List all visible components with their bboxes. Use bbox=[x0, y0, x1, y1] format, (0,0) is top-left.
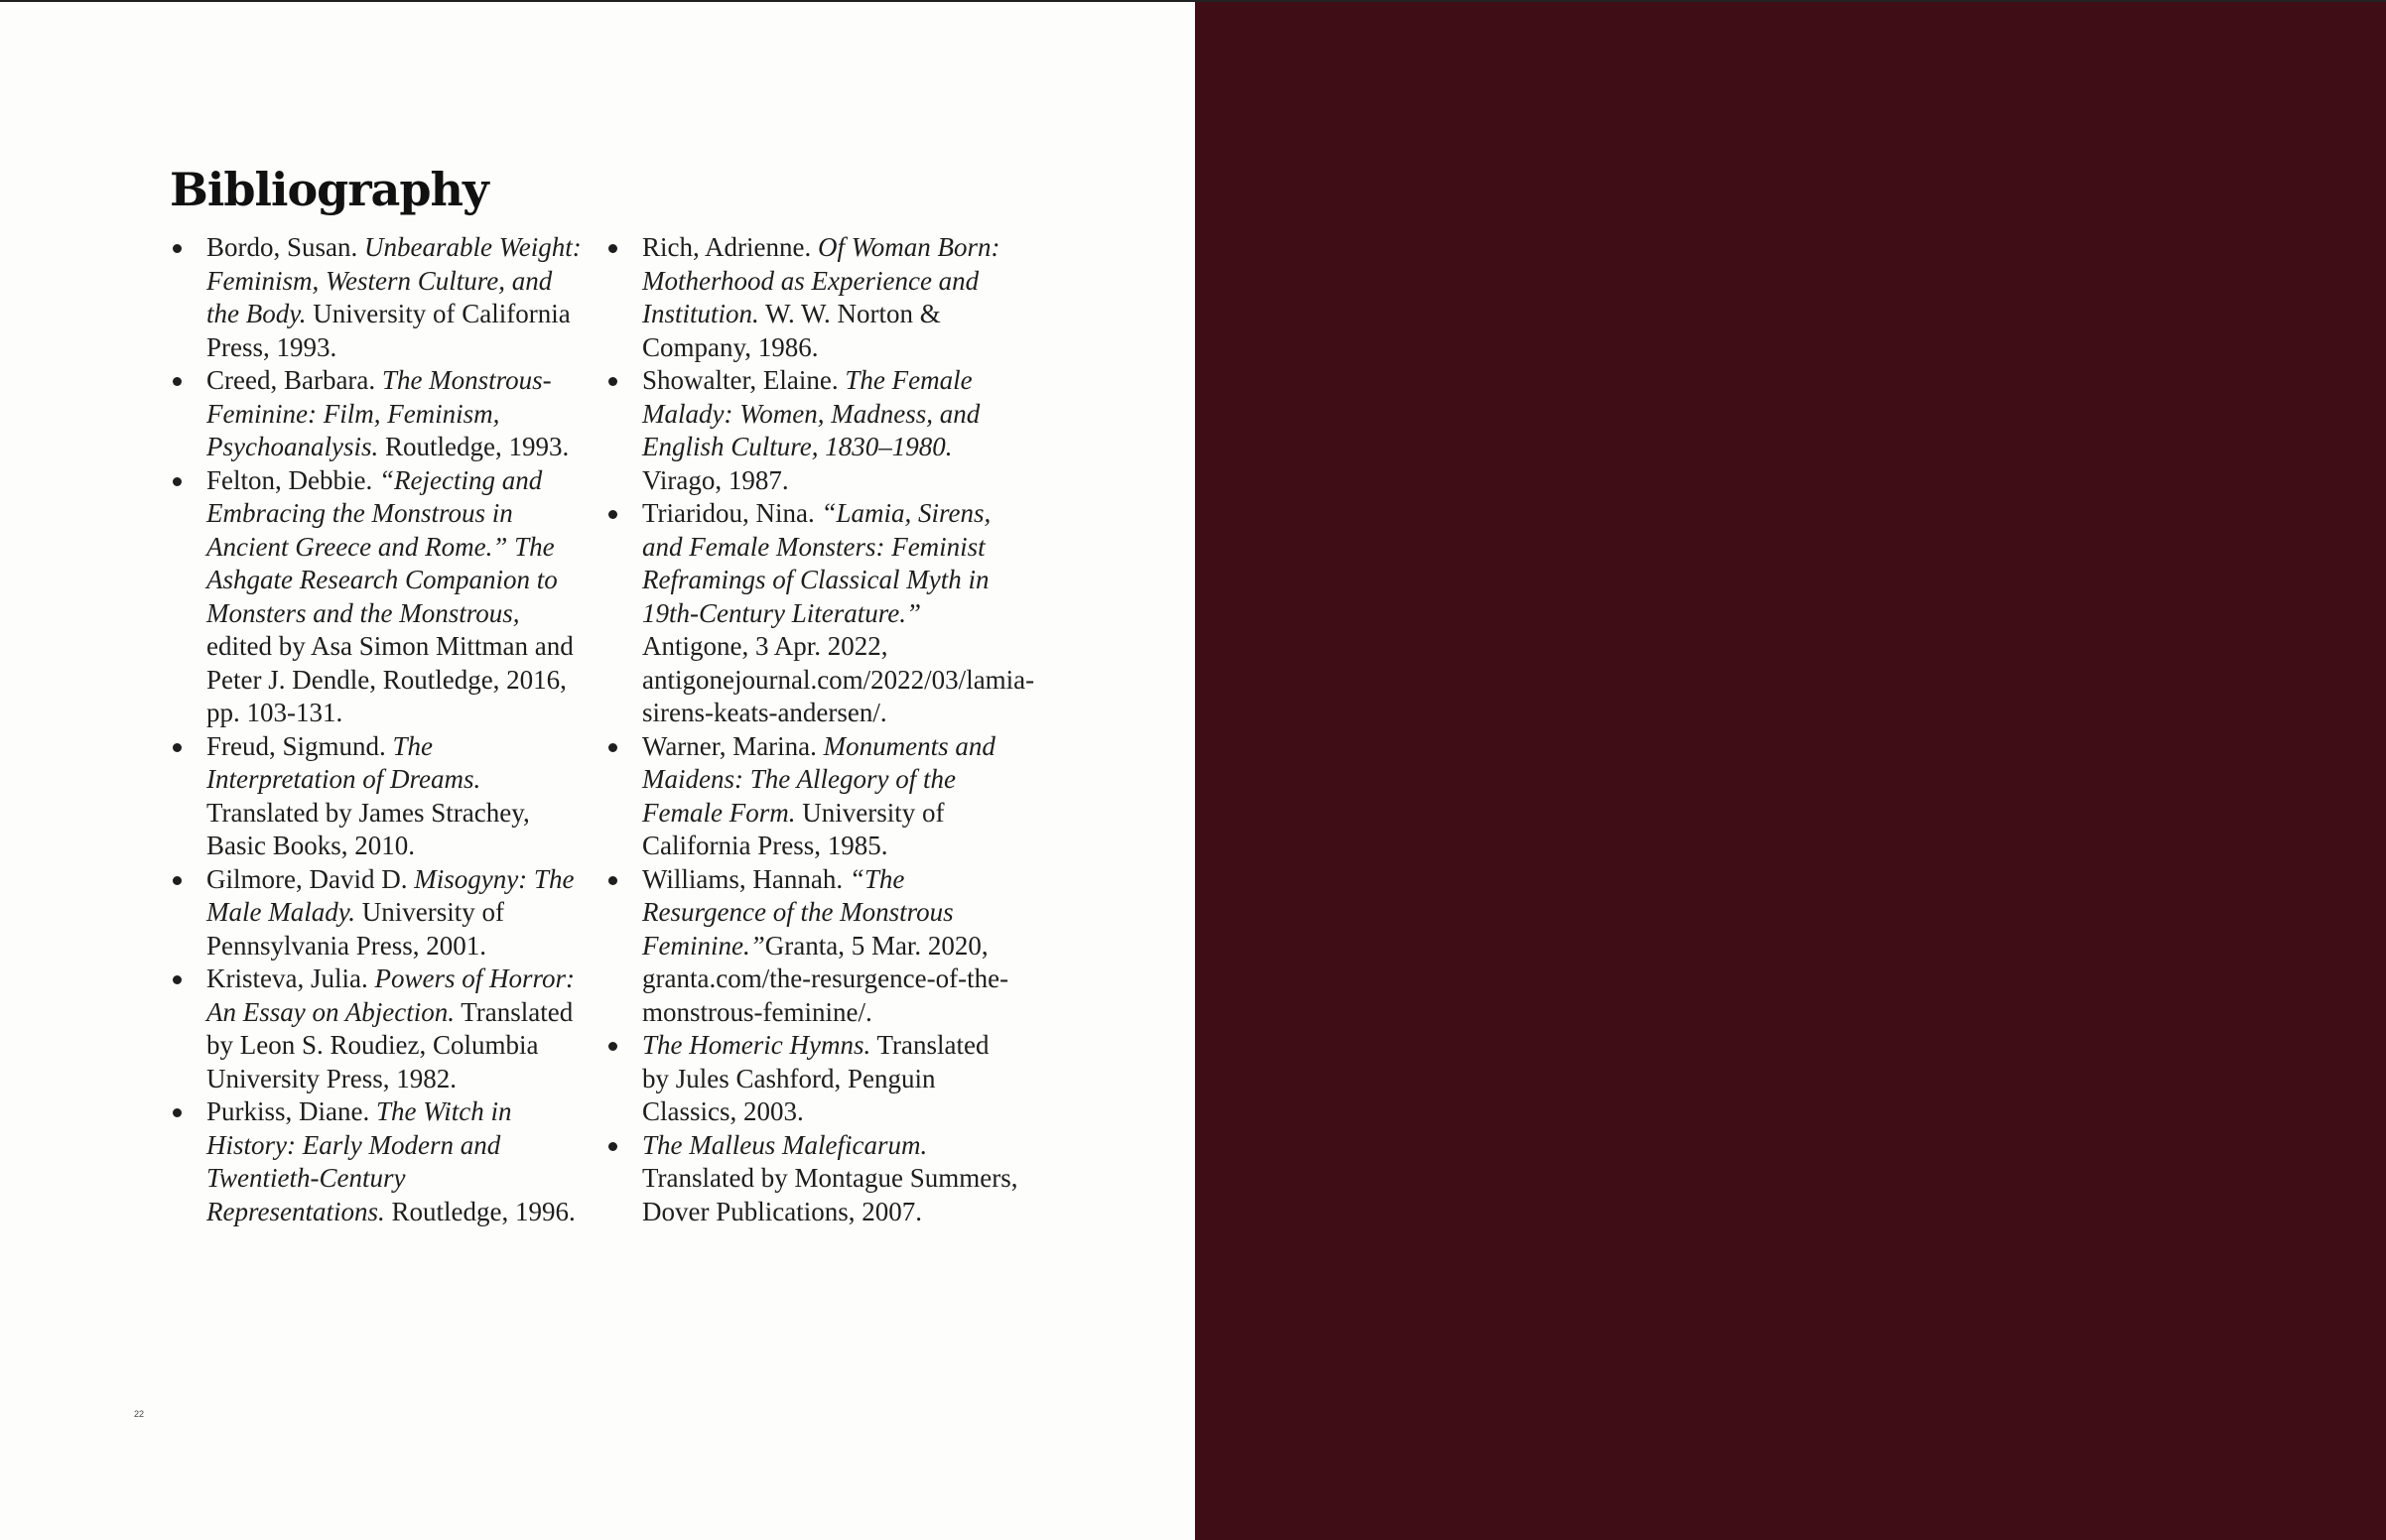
right-page-color-panel bbox=[1195, 2, 2386, 1540]
entry-author: Felton, Debbie. bbox=[206, 464, 379, 495]
entry-publication: Routledge, 1996. bbox=[384, 1196, 576, 1226]
bibliography-entry bbox=[170, 464, 587, 730]
bibliography-entry bbox=[605, 231, 1022, 364]
entry-publication: University of California Press, 1993. bbox=[206, 299, 571, 362]
entry-publication: University of California Press, 1985. bbox=[642, 797, 945, 860]
bibliography-entry bbox=[605, 364, 1022, 497]
entry-title: The Malleus Maleficarum. bbox=[642, 1129, 928, 1160]
bibliography-entry bbox=[170, 730, 587, 863]
entry-author: Williams, Hannah. bbox=[642, 863, 850, 894]
entry-title: Monuments and Maidens: The Allegory of the Female Form. bbox=[642, 730, 995, 828]
bullet-icon bbox=[608, 510, 617, 519]
bullet-icon bbox=[608, 377, 617, 386]
entry-publication: Translated by Jules Cashford, Penguin Classics, 2003. bbox=[642, 1030, 990, 1126]
bibliography-entry bbox=[605, 730, 1022, 863]
bibliography-entry bbox=[170, 863, 587, 963]
entry-author: Showalter, Elaine. bbox=[642, 365, 846, 395]
entry-publication: W. W. Norton & Company, 1986. bbox=[642, 299, 941, 362]
entry-author: Gilmore, David D. bbox=[206, 863, 415, 894]
page-number: 22 bbox=[134, 1409, 145, 1419]
entry-author: Kristeva, Julia. bbox=[206, 963, 375, 993]
bibliography-entry bbox=[170, 231, 587, 364]
bullet-icon bbox=[608, 244, 617, 253]
entry-title: Unbearable Weight: Feminism, Western Culture, and the Body. bbox=[206, 232, 582, 328]
entry-title: The Homeric Hymns. bbox=[642, 1030, 871, 1060]
bullet-icon bbox=[608, 876, 617, 885]
bullet-icon bbox=[608, 1042, 617, 1051]
bibliography-entry bbox=[170, 1095, 587, 1228]
bibliography-entry bbox=[605, 497, 1035, 730]
bullet-icon bbox=[173, 1108, 182, 1117]
bullet-icon bbox=[173, 244, 182, 253]
entry-publication: Granta, 5 Mar. 2020, granta.com/the-resurgence-of-the-monstrous-feminine/. bbox=[642, 930, 1009, 1027]
bullet-icon bbox=[173, 743, 182, 752]
bibliography-entry bbox=[170, 364, 587, 464]
entry-author: Creed, Barbara. bbox=[206, 365, 382, 395]
entry-publication: University of Pennsylvania Press, 2001. bbox=[206, 897, 504, 961]
page-title: Bibliography bbox=[170, 163, 488, 216]
entry-title: Powers of Horror: An Essay on Abjection. bbox=[206, 963, 575, 1027]
bullet-icon bbox=[173, 377, 182, 386]
bullet-icon bbox=[173, 975, 182, 984]
bullet-icon bbox=[608, 1142, 617, 1151]
entry-author: Triaridou, Nina. bbox=[642, 498, 822, 528]
entry-author: Rich, Adrienne. bbox=[642, 232, 818, 262]
entry-publication: Virago, 1987. bbox=[642, 464, 789, 495]
entry-title: “Lamia, Sirens, and Female Monsters: Feminist Reframings of Classical Myth in 19th-Century Literature.” bbox=[642, 498, 992, 628]
entry-publication: Translated by Leon S. Roudiez, Columbia University Press, 1982. bbox=[206, 996, 574, 1093]
bibliography-column-right bbox=[605, 231, 1035, 1228]
entry-title: Misogyny: The Male Malady. bbox=[206, 863, 575, 927]
entry-author: Warner, Marina. bbox=[642, 730, 824, 761]
entry-publication: Translated by Montague Summers, Dover Publications, 2007. bbox=[642, 1163, 1018, 1226]
entry-publication: Routledge, 1993. bbox=[378, 432, 570, 461]
entry-title: Of Woman Born: Motherhood as Experience and Institution. bbox=[642, 232, 1000, 328]
bullet-icon bbox=[608, 743, 617, 752]
entry-author: Purkiss, Diane. bbox=[206, 1096, 376, 1126]
bullet-icon bbox=[173, 477, 182, 486]
entry-publication: Antigone, 3 Apr. 2022, antigonejournal.com/2022/03/lamia-sirens-keats-andersen/. bbox=[642, 631, 1035, 727]
entry-title: “The Resurgence of the Monstrous Feminine.” bbox=[642, 863, 954, 961]
entry-title: “Rejecting and Embracing the Monstrous in Ancient Greece and Rome.” The Ashgate Research Companion to Monsters and the Monstrous, bbox=[206, 464, 558, 628]
entry-publication: Translated by James Strachey, Basic Books, 2010. bbox=[206, 797, 530, 860]
entry-title: The Witch in History: Early Modern and Twentieth-Century Representations. bbox=[206, 1096, 512, 1226]
entry-title: The Monstrous-Feminine: Film, Feminism, Psychoanalysis. bbox=[206, 365, 552, 461]
left-page bbox=[0, 2, 1195, 1540]
entry-title: The Female Malady: Women, Madness, and English Culture, 1830–1980. bbox=[642, 365, 981, 461]
bibliography-column-left bbox=[170, 231, 587, 1228]
entry-title: The Interpretation of Dreams. bbox=[206, 730, 481, 794]
bullet-icon bbox=[173, 876, 182, 885]
entry-publication: edited by Asa Simon Mittman and Peter J. Dendle, Routledge, 2016, pp. 103-131. bbox=[206, 631, 574, 727]
bibliography-entry bbox=[605, 863, 1022, 1030]
entry-author: Freud, Sigmund. bbox=[206, 730, 393, 761]
bibliography-entry bbox=[605, 1129, 1022, 1229]
bibliography-entry bbox=[170, 962, 587, 1095]
bibliography-entry bbox=[605, 1029, 1022, 1129]
entry-author: Bordo, Susan. bbox=[206, 232, 365, 262]
